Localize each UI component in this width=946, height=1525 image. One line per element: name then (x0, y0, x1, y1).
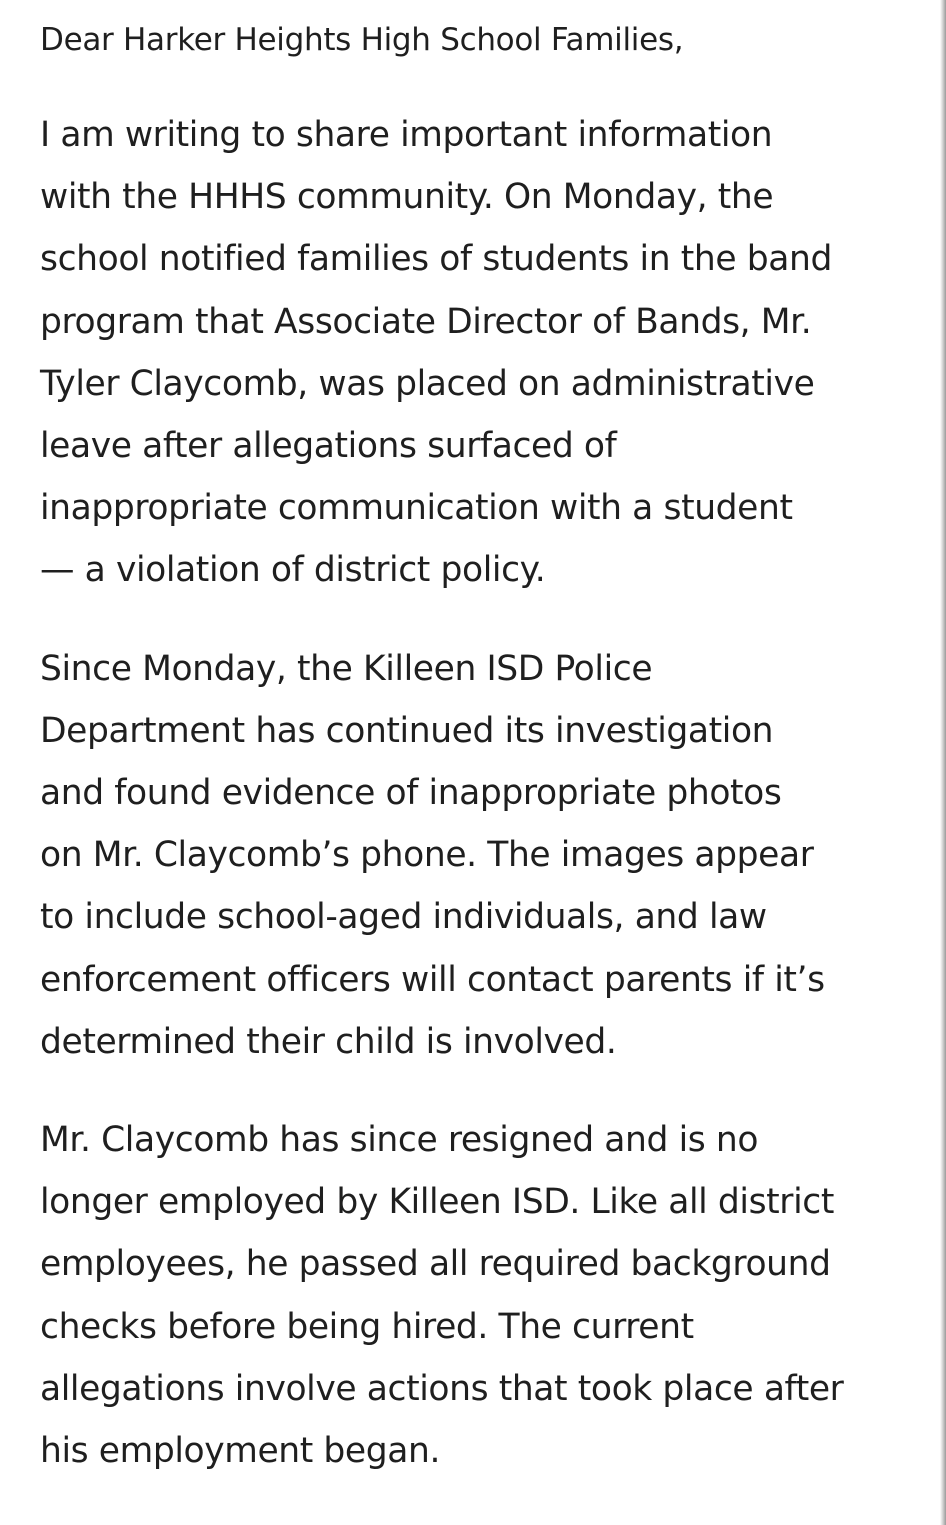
letter-body (40, 14, 920, 1518)
page-edge-shadow (940, 0, 946, 1525)
paragraph-line: checks before being hired. The current (40, 1306, 694, 1347)
paragraph-line: leave after allegations surfaced of (40, 426, 617, 467)
paragraph-line: I am writing to share important information (40, 115, 773, 155)
paragraph-3 (40, 1109, 920, 1482)
paragraph-line: school notified families of students in the band (40, 239, 832, 280)
paragraph-line: with the HHHS community. On Monday, the (40, 177, 774, 218)
paragraph-line: allegations involve actions that took place after (40, 1368, 844, 1409)
letter-greeting: Dear Harker Heights High School Families, (40, 22, 684, 58)
paragraph-line: to include school-aged individuals, and law (40, 897, 767, 938)
paragraph-line: on Mr. Claycomb’s phone. The images appear (40, 835, 814, 876)
paragraph-line: longer employed by Killeen ISD. Like all district (40, 1182, 834, 1223)
paragraph-line: enforcement officers will contact parents if it’s (40, 959, 825, 1000)
paragraph-line: his employment began. (40, 1431, 441, 1472)
paragraph-line: inappropriate communication with a student (40, 488, 793, 529)
paragraph-line: program that Associate Director of Bands, Mr. (40, 301, 812, 342)
paragraph-line: Department has continued its investigation (40, 710, 774, 751)
paragraph-line: and found evidence of inappropriate photos (40, 773, 782, 814)
paragraph-line: Tyler Claycomb, was placed on administrative (40, 363, 815, 404)
paragraph-line: Mr. Claycomb has since resigned and is no (40, 1120, 759, 1161)
paragraph-line: — a violation of district policy. (40, 550, 546, 591)
paragraph-line: Since Monday, the Killeen ISD Police (40, 648, 653, 689)
paragraph-1 (40, 104, 920, 602)
paragraph-line: determined their child is involved. (40, 1021, 617, 1062)
paragraph-line: employees, he passed all required background (40, 1244, 831, 1285)
paragraph-2 (40, 638, 920, 1073)
